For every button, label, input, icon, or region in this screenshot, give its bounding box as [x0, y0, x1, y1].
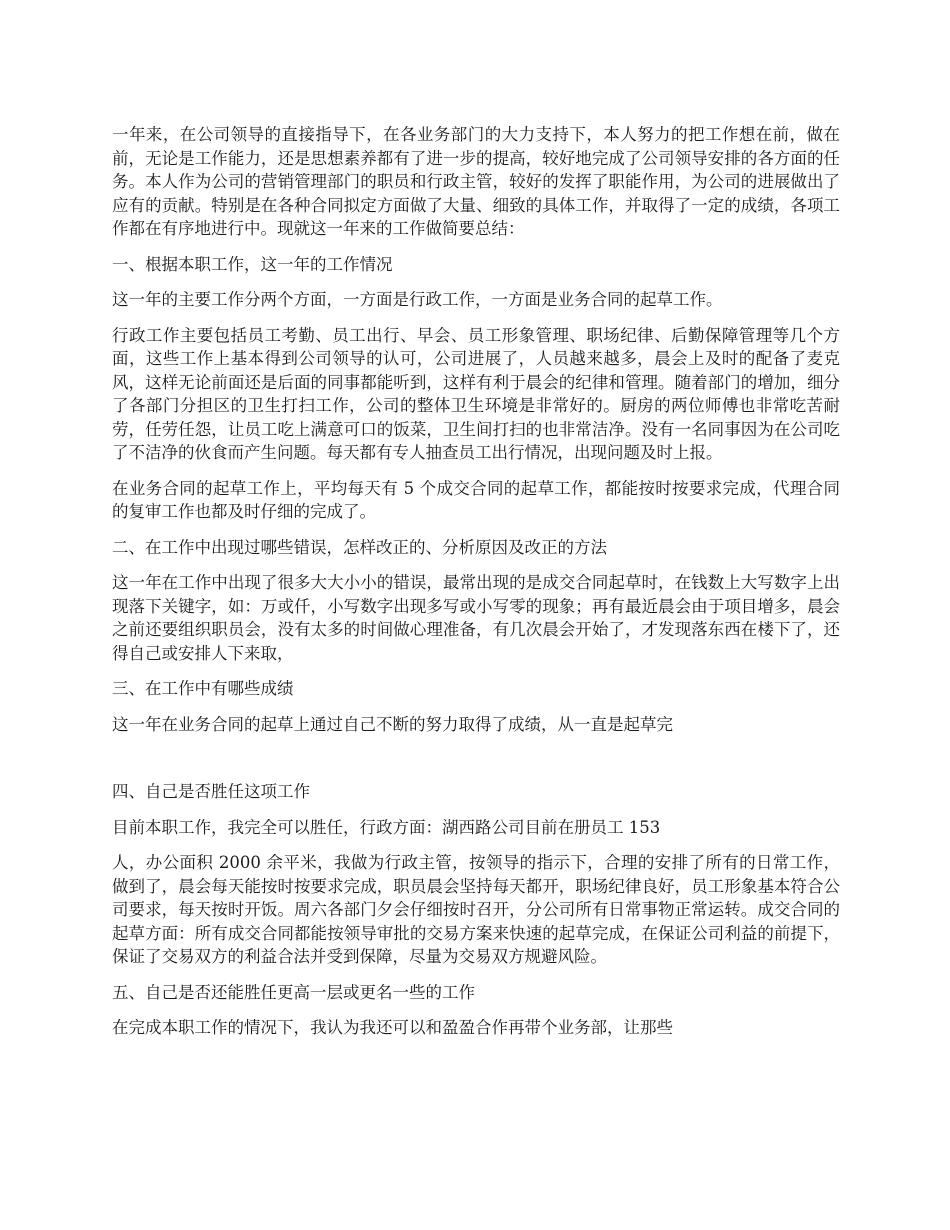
document-page	[112, 123, 840, 1040]
paragraph-work-overview: 这一年的主要工作分两个方面，一方面是行政工作，一方面是业务合同的起草工作。	[112, 290, 723, 309]
paragraph-admin-work: 行政工作主要包括员工考勤、员工出行、早会、员工形象管理、职场纪律、后勤保障管理等几个方面，这些工作上基本得到公司领导的认可，公司进展了，人员越来越多，晨会上及时的配备了麦克风，这样无论前面还是后面的同事都能听到，这样有利于晨会的纪律和管理。随着部门的增加，细分了各部门分担区的卫生打扫工作，公司的整体卫生环境是非常好的。厨房的两位师傅也非常吃苦耐劳，任劳任怨，让员工吃上满意可口的饭菜，卫生间打扫的也非常洁净。没有一名同事因为在公司吃了不洁净的伙食而产生问题。每天都有专人抽查员工出行情况，出现问题及时上报。	[112, 325, 840, 462]
intro-paragraph: 一年来，在公司领导的直接指导下，在各业务部门的大力支持下，本人努力的把工作想在前，做在前，无论是工作能力，还是思想素养都有了进一步的提高，较好地完成了公司领导安排的各方面的任务。本人作为公司的营销管理部门的职员和行政主管，较好的发挥了职能作用，为公司的进展做出了应有的贡献。特别是在各种合同拟定方面做了大量、细致的具体工作，并取得了一定的成绩，各项工作都在有序地进行中。现就这一年来的工作做简要总结：	[112, 125, 840, 238]
paragraph-contract-drafting: 在业务合同的起草工作上，平均每天有 5 个成交合同的起草工作，都能按时按要求完成，代理合同的复审工作也都及时仔细的完成了。	[112, 478, 840, 521]
section-heading-5: 五、自己是否还能胜任更高一层或更名一些的工作	[112, 982, 475, 1002]
paragraph-mistakes: 这一年在工作中出现了很多大大小小的错误，最常出现的是成交合同起草时，在钱数上大写数字上出现落下关键字，如：万或仟，小写数字出现多写或小写零的现象；再有最近晨会由于项目增多，晨会之前还要组织职员会，没有太多的时间做心理准备，有几次晨会开始了，才发现落东西在楼下了，还得自己或安排人下来取，	[112, 573, 840, 663]
section-heading-2: 二、在工作中出现过哪些错误，怎样改正的、分析原因及改正的方法	[112, 537, 607, 557]
paragraph-competence-detail: 人，办公面积 2000 余平米，我做为行政主管，按领导的指示下，合理的安排了所有的日常工作，做到了，晨会每天能按时按要求完成，职员晨会坚持每天都开，职场纪律良好，员工形象基本符合公司要求，每天按时开饭。周六各部门夕会仔细按时召开，分公司所有日常事物正常运转。成交合同的起草方面：所有成交合同都能按领导审批的交易方案来快速的起草完成，在保证公司利益的前提下，保证了交易双方的利益合法并受到保障，尽量为交易双方规避风险。	[112, 853, 840, 966]
paragraph-higher-work: 在完成本职工作的情况下，我认为我还可以和盈盈合作再带个业务部，让那些	[112, 1018, 673, 1037]
section-heading-1: 一、根据本职工作，这一年的工作情况	[112, 254, 393, 274]
section-heading-3: 三、在工作中有哪些成绩	[112, 679, 294, 698]
paragraph-competence: 目前本职工作，我完全可以胜任，行政方面：湖西路公司目前在册员工 153	[112, 817, 661, 837]
section-heading-4: 四、自己是否胜任这项工作	[112, 782, 310, 801]
paragraph-achievements: 这一年在业务合同的起草上通过自己不断的努力取得了成绩，从一直是起草完	[112, 714, 673, 734]
